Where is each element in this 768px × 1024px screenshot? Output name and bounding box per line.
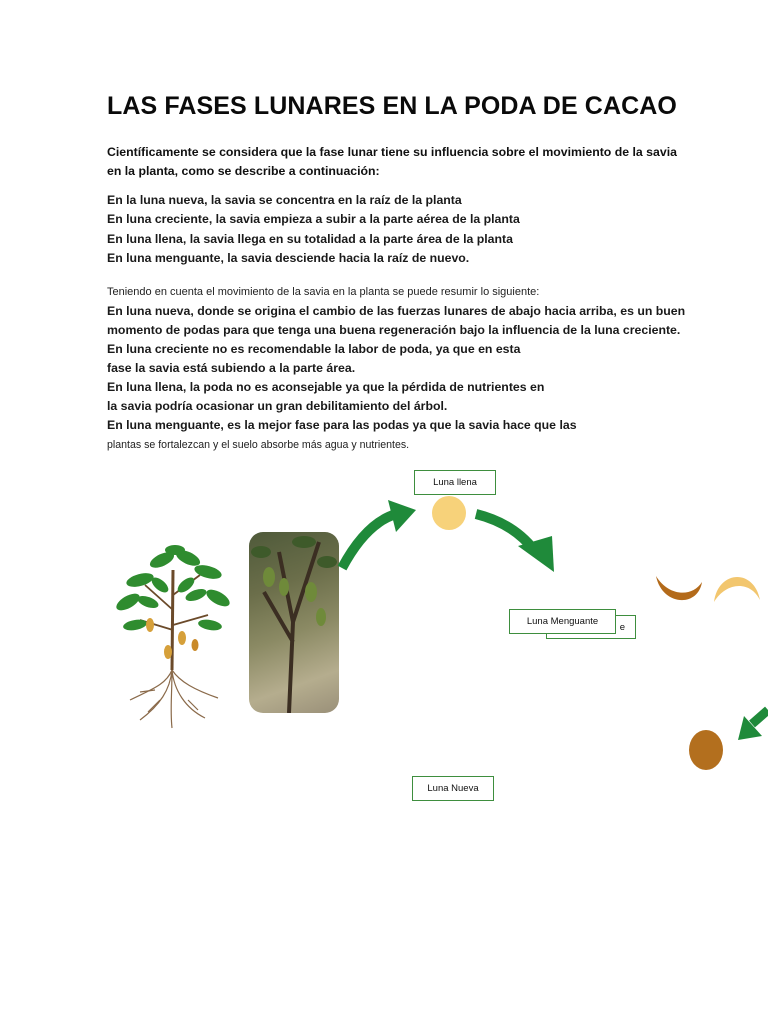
phase-item-waning: En luna menguante, la savia desciende hacia la raíz de nuevo. bbox=[107, 250, 470, 265]
summary-full-moon: En luna llena, la poda no es aconsejable ya que la pérdida de nutrientes en la savia podría ocasionar un gran debilitamiento del árbol. bbox=[107, 380, 545, 413]
phase-item-waxing: En luna creciente, la savia empieza a subir a la parte aérea de la planta bbox=[107, 212, 520, 227]
label-luna-llena: Luna llena bbox=[414, 470, 496, 495]
summary-waxing-moon: En luna creciente no es recomendable la labor de poda, ya que en esta fase la savia está subiendo a la parte área. bbox=[107, 342, 521, 375]
summary-waning-moon: En luna menguante, es la mejor fase para las podas ya que la savia hace que las plantas se fortalezcan y el suelo absorbe más agua y nutrientes. bbox=[107, 418, 577, 451]
cacao-plant-illustration bbox=[100, 540, 240, 730]
phase-item-new: En la luna nueva, la savia se concentra en la raíz de la planta bbox=[107, 193, 462, 207]
summary-new-moon: En luna nueva, donde se origina el cambio de las fuerzas lunares de abajo hacia arriba, es un buen momento de podas para que tenga una buena regeneración bajo la influencia de la luna creciente. bbox=[107, 304, 686, 337]
summary-section bbox=[107, 302, 697, 455]
intro-paragraph: Científicamente se considera que la fase lunar tiene su influencia sobre el movimiento de la savia en la planta, como se describe a continuación: bbox=[107, 145, 677, 178]
arrow-to-new-moon-icon bbox=[736, 700, 768, 742]
page-title: LAS FASES LUNARES EN LA PODA DE CACAO bbox=[107, 92, 677, 120]
arrow-to-full-moon-icon bbox=[338, 498, 418, 573]
full-moon-icon bbox=[431, 495, 467, 531]
phase-item-full: En luna llena, la savia llega en su totalidad a la parte área de la planta bbox=[107, 231, 513, 246]
label-hidden-behind: e bbox=[546, 615, 636, 639]
cacao-tree-photo bbox=[249, 532, 339, 713]
waxing-crescent-light-icon bbox=[712, 566, 762, 606]
summary-intro: Teniendo en cuenta el movimiento de la savia en la planta se puede resumir lo siguiente: bbox=[107, 286, 540, 298]
arrow-to-waning-moon-icon bbox=[474, 506, 556, 574]
waning-crescent-brown-icon bbox=[654, 572, 704, 606]
phase-list bbox=[107, 191, 687, 268]
label-luna-nueva: Luna Nueva bbox=[412, 776, 494, 801]
new-moon-icon bbox=[688, 729, 724, 771]
label-luna-menguante: Luna Menguante bbox=[509, 609, 616, 634]
